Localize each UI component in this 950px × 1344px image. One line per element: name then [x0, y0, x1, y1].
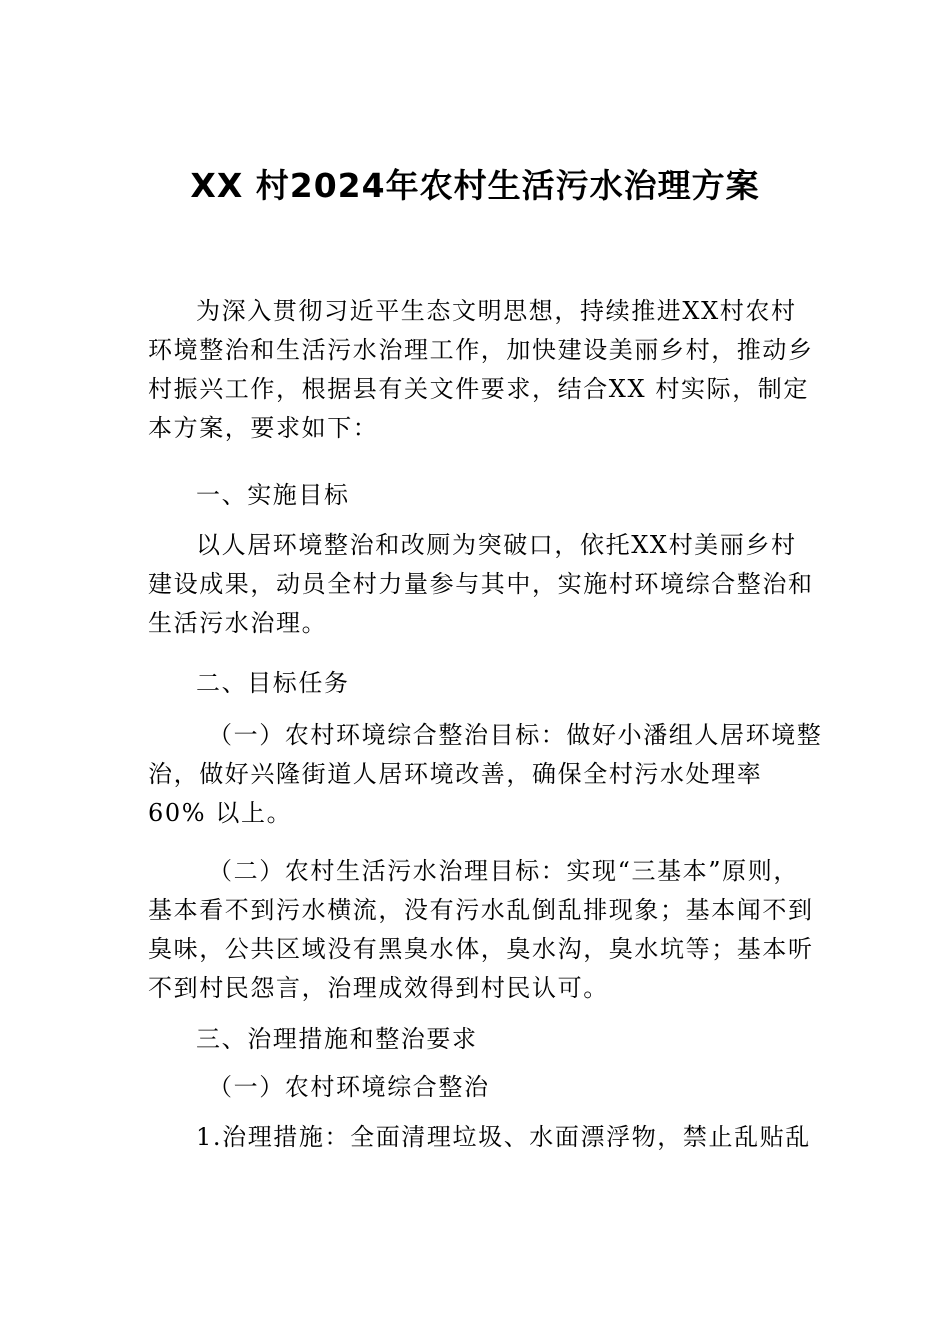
section-heading-1 [148, 476, 808, 515]
text-line: 1.治理措施：全面清理垃圾、水面漂浮物，禁止乱贴乱 [196, 1123, 811, 1151]
paragraph-target-2 [148, 852, 814, 1008]
paragraph-measure-1 [148, 1118, 811, 1157]
document-title: XX 村2024年农村生活污水治理方案 [190, 166, 760, 205]
paragraph-target-1 [148, 716, 823, 833]
text-line: （二）农村生活污水治理目标：实现“三基本”原则， [208, 857, 799, 885]
subsection-heading-1 [148, 1068, 808, 1107]
section-heading-2 [148, 664, 808, 703]
text-line: 以人居环境整治和改厕为突破口，依托XX村美丽乡村 [196, 531, 797, 559]
heading-text: （一）农村环境综合整治 [208, 1073, 490, 1101]
heading-text: 一、实施目标 [196, 481, 350, 509]
text-line: 治，做好兴隆街道人居环境改善，确保全村污水处理率 [148, 760, 763, 788]
text-line: 为深入贯彻习近平生态文明思想，持续推进XX村农村 [196, 297, 797, 325]
paragraph-intro [148, 292, 814, 448]
text-line: 本方案，要求如下： [148, 414, 379, 442]
text-line: 环境整治和生活污水治理工作，加快建设美丽乡村，推动乡 [148, 336, 814, 364]
paragraph-section-1 [148, 526, 814, 643]
text-line: （一）农村环境综合整治目标：做好小潘组人居环境整 [208, 721, 823, 749]
text-line: 臭味，公共区域没有黑臭水体，臭水沟，臭水坑等；基本听 [148, 935, 814, 963]
text-line: 村振兴工作，根据县有关文件要求，结合XX 村实际，制定 [148, 375, 809, 403]
section-heading-3 [148, 1020, 808, 1059]
text-line: 基本看不到污水横流，没有污水乱倒乱排现象；基本闻不到 [148, 896, 814, 924]
text-line: 不到村民怨言，治理成效得到村民认可。 [148, 974, 609, 1002]
heading-text: 三、治理措施和整治要求 [196, 1025, 478, 1053]
heading-text: 二、目标任务 [196, 669, 350, 697]
text-line: 生活污水治理。 [148, 609, 328, 637]
text-line: 建设成果，动员全村力量参与其中，实施村环境综合整治和 [148, 570, 814, 598]
text-line: 60% 以上。 [148, 799, 293, 827]
